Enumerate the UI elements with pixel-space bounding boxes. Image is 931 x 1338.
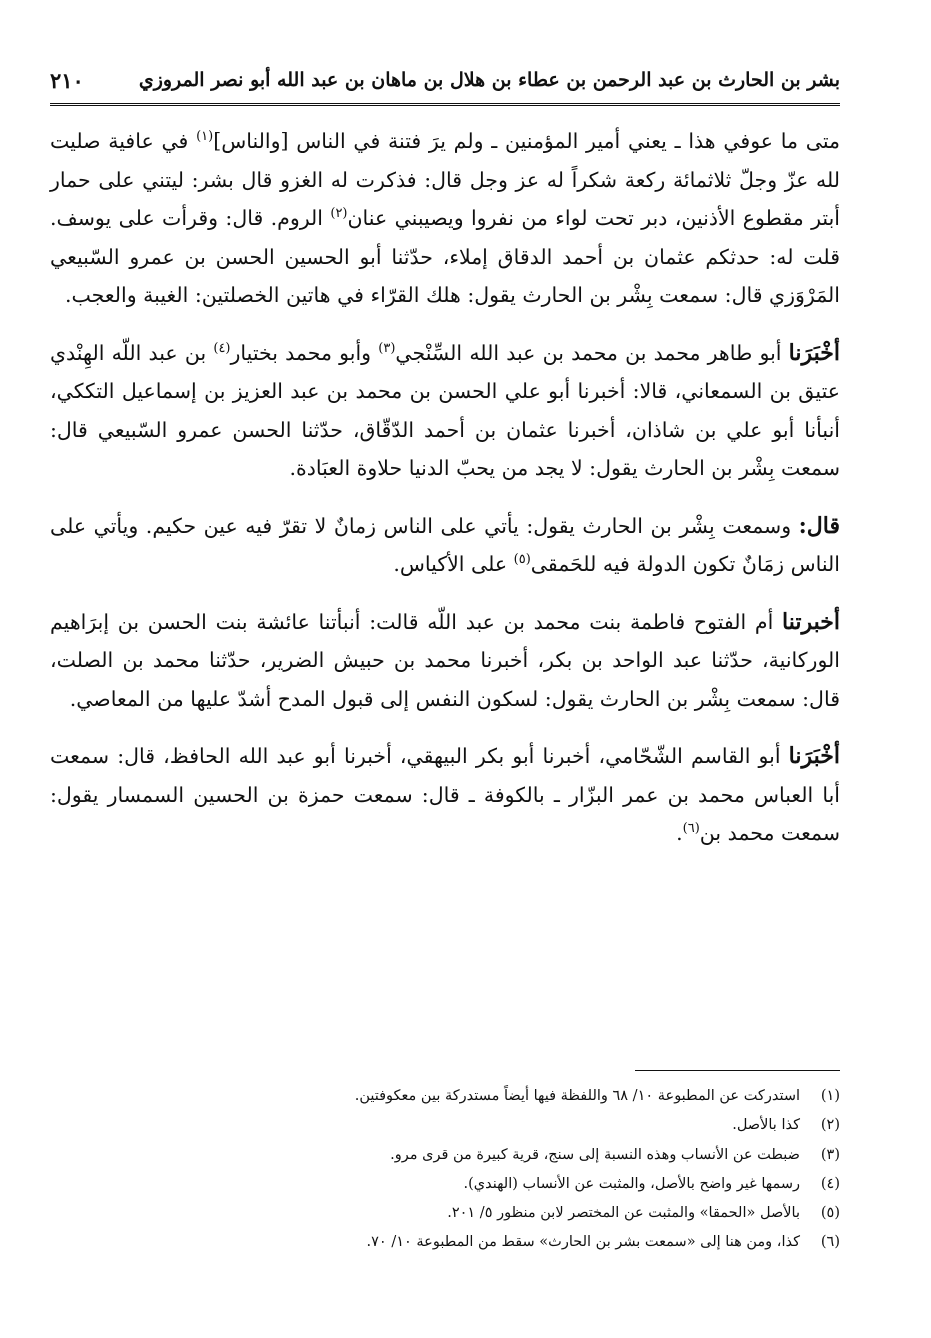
- paragraph-lead: أخْبَرَنا: [788, 743, 840, 769]
- footnote-text: بالأصل «الحمقا» والمثبت عن المختصر لابن منظور ٥/ ٢٠١.: [447, 1205, 800, 1222]
- main-text: [50, 122, 840, 872]
- paragraph-text: أم الفتوح فاطمة بنت محمد بن عبد اللّه قالت: أنبأتنا عائشة بنت الحسن بن إبرَاهيم الوركانية، حدّثنا عبد الواحد بن بكر، أخبرنا محمد بن حبيش الضرير، حدّثنا محمد بن الصلت، قال: سمعت بِشْر بن الحارث يقول: لسكون النفس إلى قبول المدح أشدّ عليها من المعاصي.: [50, 609, 840, 711]
- footnote-text: كذا بالأصل.: [732, 1117, 800, 1134]
- paragraph-text: الروم. قال: وقرأت على يوسف. قلت له: حدثكم عثمان بن أحمد الدقاق إملاء، حدّثنا أبو الحسين الحسن بن عمرو السّبيعي المَرْوَزي قال: سمعت بِشْر بن الحارث يقول: هلك القرّاء في هاتين الخصلتين: الغيبة والعجب.: [50, 206, 840, 307]
- footnote-number: (٤): [820, 1175, 840, 1192]
- paragraph-lead: أخْبَرَنا: [788, 339, 840, 366]
- footnote-ref-3[interactable]: (٣): [378, 340, 396, 356]
- footnote-4: [50, 1170, 840, 1199]
- footnotes: [50, 1082, 840, 1258]
- footnote-3: [50, 1141, 840, 1170]
- footnote-number: (٢): [820, 1117, 840, 1134]
- footnote-text: ضبطت عن الأنساب وهذه النسبة إلى سنج، قرية كبيرة من قرى مرو.: [390, 1146, 800, 1163]
- footnote-divider: [635, 1070, 840, 1071]
- paragraph-text: على الأكياس.: [393, 552, 514, 576]
- footnote-2: [50, 1111, 840, 1140]
- footnote-number: (٣): [820, 1146, 840, 1163]
- footnote-number: (١): [820, 1088, 840, 1104]
- paragraph-text: أبو طاهر محمد بن محمد بن عبد الله السِّنْجي: [395, 340, 789, 365]
- footnote-text: كذا، ومن هنا إلى «سمعت بشر بن الحارث» سقط من المطبوعة ١٠/ ٧٠.: [366, 1234, 800, 1251]
- paragraph-text: في عافية صليت لله عزّ وجلّ ثلاثمائة ركعة شكراً له عز وجل قال: فذكرت له الغزو قال بشر: ليتني على حمار أبتر مقطوع الأذنين، دبر تحت لواء من نفروا ويصيبني عنان: [50, 129, 841, 230]
- footnote-5: [50, 1199, 840, 1228]
- footnote-ref-4[interactable]: (٤): [213, 340, 231, 356]
- page-number: ٢١٠: [50, 67, 84, 93]
- header-divider: [50, 103, 840, 106]
- footnote-6: [50, 1228, 840, 1257]
- footnote-text: استدركت عن المطبوعة ١٠/ ٦٨ واللفظة فيها أيضاً مستدركة بين معكوفتين.: [354, 1088, 800, 1104]
- footnote-text: رسمها غير واضح بالأصل، والمثبت عن الأنساب (الهندي).: [463, 1175, 800, 1192]
- paragraph-text: .: [676, 821, 683, 845]
- paragraph-text: أبو القاسم الشّحّامي، أخبرنا أبو بكر البيهقي، أخبرنا أبو عبد الله الحافظ، قال: سمعت أبا العباس محمد بن عمر البزّار ـ بالكوفة ـ قال: سمعت حمزة بن الحسين السمسار يقول: سمعت محمد بن: [50, 744, 840, 845]
- footnote-ref-5[interactable]: (٥): [513, 552, 531, 568]
- paragraph-2: [50, 334, 840, 488]
- paragraph-lead: أخبرتنا: [782, 608, 840, 635]
- paragraph-lead: قال:: [798, 512, 840, 539]
- footnote-number: (٥): [820, 1205, 840, 1222]
- paragraph-1: [50, 122, 840, 315]
- footnote-1: [50, 1082, 840, 1111]
- paragraph-5: [50, 737, 840, 853]
- footnote-number: (٦): [820, 1234, 840, 1251]
- running-title: بشر بن الحارث بن عبد الرحمن بن عطاء بن هلال بن ماهان بن عبد الله أبو نصر المروزي: [138, 69, 840, 91]
- paragraph-text: بن عبد اللّه الهِنْدي عتيق بن السمعاني، قالا: أخبرنا أبو علي الحسن بن محمد بن عبد العزيز بن إسماعيل التككي، أنبأنا أبو علي بن شاذان، أخبرنا عثمان بن أحمد الدّقّاق، حدّثنا الحسن عمرو السّبيعي قال: سمعت بِشْر بن الحارث يقول: لا يجد من يحبّ الدنيا حلاوة العبَادة.: [50, 340, 840, 480]
- footnote-ref-6[interactable]: (٦): [682, 821, 700, 837]
- paragraph-text: وأبو محمد بختيار: [230, 340, 379, 365]
- book-page: [50, 40, 840, 1300]
- paragraph-text: متى ما عوفي هذا ـ يعني أمير المؤمنين ـ ولم يرَ فتنة في الناس [والناس]: [213, 129, 840, 153]
- footnote-ref-2[interactable]: (٢): [330, 206, 348, 222]
- paragraph-3: [50, 507, 840, 584]
- paragraph-text: وسمعت بِشْر بن الحارث يقول: يأتي على الناس زمانٌ لا تقرّ فيه عين حكيم. ويأتي على الناس زمَانٌ تكون الدولة فيه للحَمقى: [50, 513, 840, 576]
- page-header: [50, 62, 840, 98]
- paragraph-4: [50, 603, 840, 719]
- footnote-ref-1[interactable]: (١): [196, 129, 214, 145]
